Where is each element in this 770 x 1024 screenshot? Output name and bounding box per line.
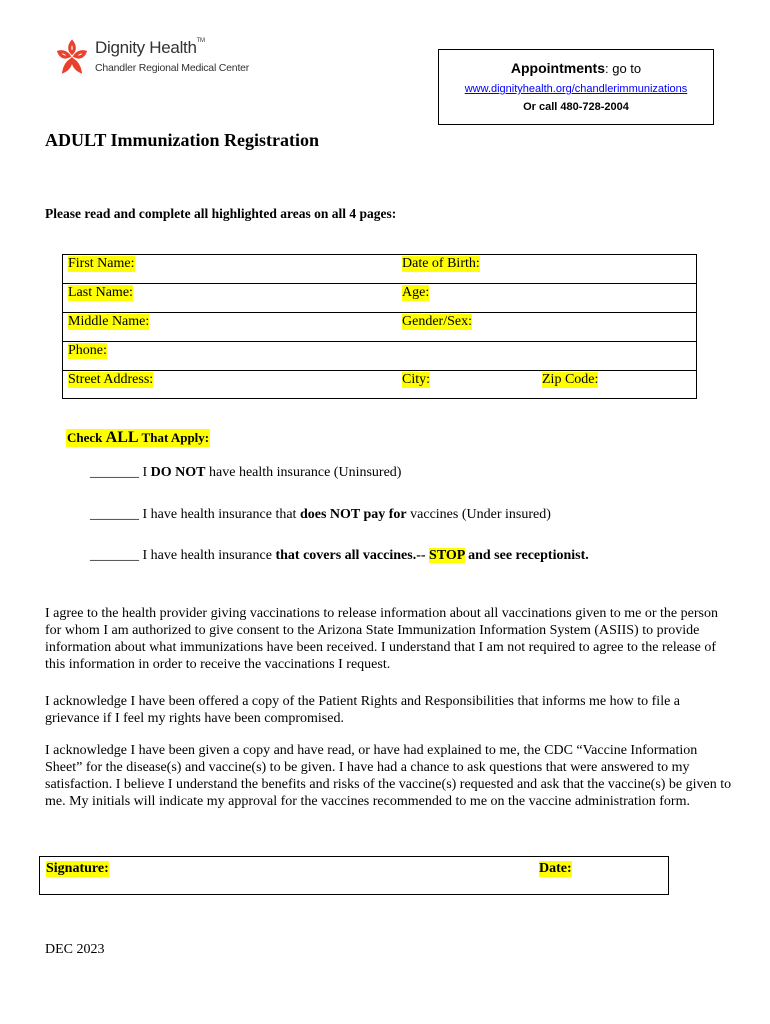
consent-paragraph-rights: I acknowledge I have been offered a copy of the Patient Rights and Responsibilities that informs me how to file a grievance if I feel my rights have been compromised. (45, 694, 681, 726)
signature-field[interactable]: Signature: (46, 861, 109, 876)
insurance-option-uninsured[interactable]: _______ I DO NOT have health insurance (Uninsured) (90, 465, 402, 480)
info-row (63, 342, 696, 371)
page-title: ADULT Immunization Registration (45, 130, 320, 150)
trademark-mark: TM (196, 38, 205, 44)
insurance-option-covered[interactable]: _______ I have health insurance that covers all vaccines.-- STOP and see receptionist. (90, 548, 589, 563)
appointments-heading-line (439, 60, 713, 76)
phone-field[interactable]: Phone: (68, 343, 107, 358)
appointments-phone: Or call 480-728-2004 (523, 101, 629, 113)
appointments-link[interactable]: www.dignityhealth.org/chandlerimmunizations (464, 83, 688, 95)
logo-name: Dignity Health™ (95, 38, 205, 57)
info-row (63, 284, 696, 313)
appointments-box (438, 49, 714, 125)
consent-paragraph-asiis: I agree to the health provider giving vaccinations to release information about all vaccinations given to me or the person for whom I am authorized to give consent to the Arizona State Immunization Information System (ASIIS) to provide information about what immunizations have been received. I understand that I am not required to agree to the release of this information in order to receive the vaccinations I request. (45, 606, 718, 672)
date-of-birth-field[interactable]: Date of Birth: (402, 256, 480, 271)
checkbox-blank: _______ (90, 548, 139, 563)
info-row (63, 371, 696, 400)
consent-paragraph-vis: I acknowledge I have been given a copy and have read, or have had explained to me, the CDC “Vaccine Information Sheet” for the disease(s) and vaccine(s) to be given. I have had a chance to ask questions that were answered to my satisfaction. I believe I understand the benefits and risks of the vaccine(s) requested and ask that the vaccine(s) be given to me. My initials will indicate my approval for the vaccines recommended to me on the vaccine administration form. (45, 743, 732, 809)
dignity-health-emblem-icon (55, 38, 89, 76)
gender-field[interactable]: Gender/Sex: (402, 314, 472, 329)
instructions: Please read and complete all highlighted areas on all 4 pages: (45, 206, 397, 221)
signature-box (39, 856, 669, 895)
checkbox-blank: _______ (90, 507, 139, 522)
appointments-heading-suffix: : go to (604, 61, 642, 76)
patient-info-table (62, 254, 697, 399)
info-row (63, 313, 696, 342)
checkbox-blank: _______ (90, 465, 139, 480)
street-address-field[interactable]: Street Address: (68, 372, 154, 387)
city-field[interactable]: City: (402, 372, 431, 387)
check-all-emphasis: ALL (105, 429, 139, 446)
middle-name-field[interactable]: Middle Name: (68, 314, 150, 329)
appointments-heading: Appointments (510, 60, 605, 76)
first-name-field[interactable]: First Name: (68, 256, 135, 271)
zip-code-field[interactable]: Zip Code: (542, 372, 599, 387)
signature-date-field[interactable]: Date: (539, 861, 572, 876)
stop-label: STOP (429, 548, 465, 563)
logo-subtitle: Chandler Regional Medical Center (95, 62, 250, 74)
footer-date: DEC 2023 (45, 942, 105, 957)
dignity-health-logo (55, 38, 255, 83)
age-field[interactable]: Age: (402, 285, 430, 300)
check-all-heading: Check ALL That Apply: (67, 429, 210, 446)
info-row (63, 255, 696, 284)
last-name-field[interactable]: Last Name: (68, 285, 133, 300)
insurance-option-underinsured[interactable]: _______ I have health insurance that does NOT pay for vaccines (Under insured) (90, 507, 551, 522)
